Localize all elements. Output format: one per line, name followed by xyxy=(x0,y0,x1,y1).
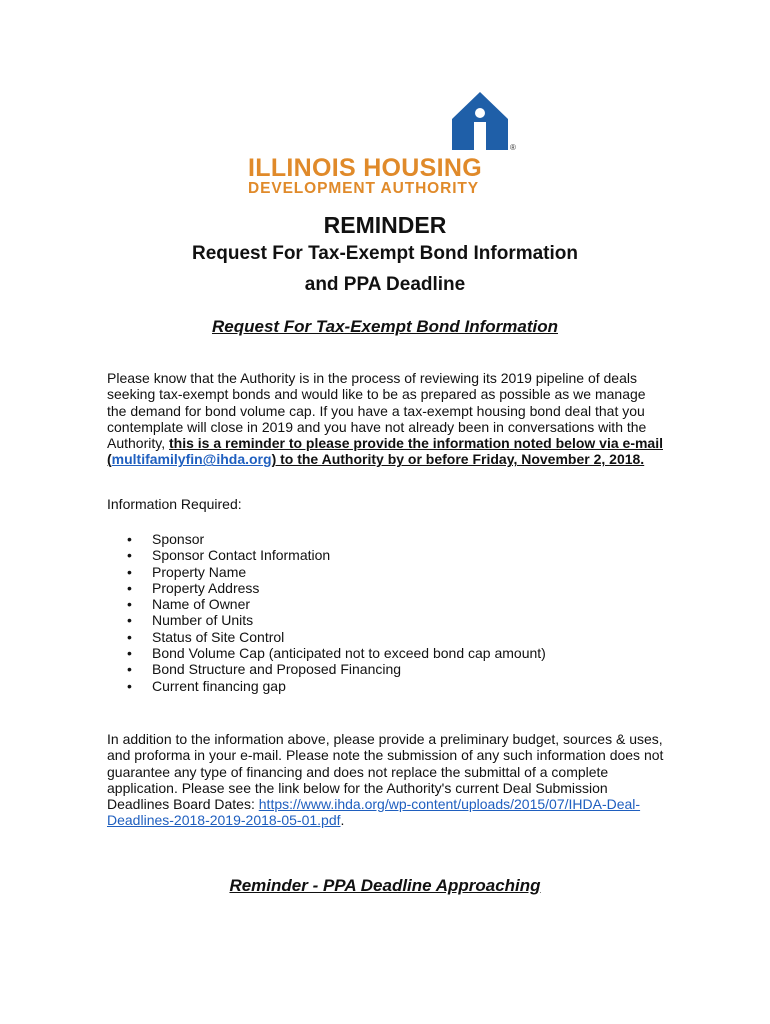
bullet-icon: • xyxy=(127,563,132,580)
section-heading-bond-info: Request For Tax-Exempt Bond Information xyxy=(211,317,558,336)
list-item-text: Name of Owner xyxy=(152,596,251,613)
intro-text: Please know that the Authority is in the process of reviewing its 2019 pipeline of deals seeking tax-exempt bonds and would like to be as prepared as possible as we manage the demand for bond volume cap. If you have a tax-exempt housing bond deal that you contemplate will close in 2019 and you have not already been in conversations with the Authority, xyxy=(107,370,647,452)
list-item xyxy=(107,580,546,596)
bullet-icon: • xyxy=(127,645,132,662)
list-item xyxy=(107,678,546,694)
bullet-icon: • xyxy=(127,628,132,645)
list-item xyxy=(107,661,546,677)
page-title: REMINDER xyxy=(323,212,447,238)
list-item-text: Property Address xyxy=(152,579,260,596)
registered-mark: ® xyxy=(510,143,516,152)
list-item-text: Number of Units xyxy=(152,612,254,629)
reminder-bold-end: ) to the Authority by or before Friday, November 2, 2018. xyxy=(271,451,645,468)
section-heading-ppa-deadline: Reminder - PPA Deadline Approaching xyxy=(229,876,541,895)
list-item-text: Property Name xyxy=(152,563,247,580)
subtitle-line2: and PPA Deadline xyxy=(304,274,466,295)
bullet-icon: • xyxy=(127,596,132,613)
list-item xyxy=(107,547,546,563)
list-item-text: Current financing gap xyxy=(152,677,286,694)
bullet-icon: • xyxy=(127,579,132,596)
list-item xyxy=(107,645,546,661)
intro-paragraph xyxy=(107,370,667,468)
logo-text-line1: ILLINOIS HOUSING xyxy=(248,154,482,182)
closing-paragraph xyxy=(107,731,667,829)
ihda-logo xyxy=(248,92,523,202)
list-item-text: Sponsor xyxy=(152,531,205,547)
subtitle-line1: Request For Tax-Exempt Bond Information xyxy=(191,243,578,264)
house-i-logo-icon xyxy=(452,92,508,150)
closing-text: In addition to the information above, please provide a preliminary budget, sources & uses, and proforma in your e-mail. Please note the submission of any such information does not guarantee any type of financing and does not replace the submittal of a complete application. Please see the link below for the Authority's current Deal Submission Deadlines Board Dates: xyxy=(107,731,664,813)
list-item-text: Bond Volume Cap (anticipated not to exceed bond cap amount) xyxy=(152,645,546,662)
email-link[interactable]: multifamilyfin@ihda.org xyxy=(111,451,272,468)
required-info-list xyxy=(107,531,546,694)
bullet-icon: • xyxy=(127,531,132,547)
list-item xyxy=(107,629,546,645)
list-item-text: Status of Site Control xyxy=(152,628,285,645)
bullet-icon: • xyxy=(127,612,132,629)
list-item-text: Bond Structure and Proposed Financing xyxy=(152,661,402,678)
bullet-icon: • xyxy=(127,547,132,564)
list-item xyxy=(107,612,546,628)
logo-text-line2: DEVELOPMENT AUTHORITY xyxy=(248,180,480,197)
reminder-bold-text: this is a reminder to please provide the information noted below via e-mail ( xyxy=(107,435,663,468)
bullet-icon: • xyxy=(127,677,132,694)
deadlines-pdf-link[interactable]: https://www.ihda.org/wp-content/uploads/2015/07/IHDA-Deal-Deadlines-2018-2019-2018-05-01.pdf xyxy=(107,796,641,829)
info-required-label: Information Required: xyxy=(107,496,242,512)
list-item-text: Sponsor Contact Information xyxy=(152,547,331,564)
bullet-icon: • xyxy=(127,661,132,678)
list-item xyxy=(107,531,546,547)
list-item xyxy=(107,564,546,580)
closing-end: . xyxy=(340,812,345,829)
list-item xyxy=(107,596,546,612)
